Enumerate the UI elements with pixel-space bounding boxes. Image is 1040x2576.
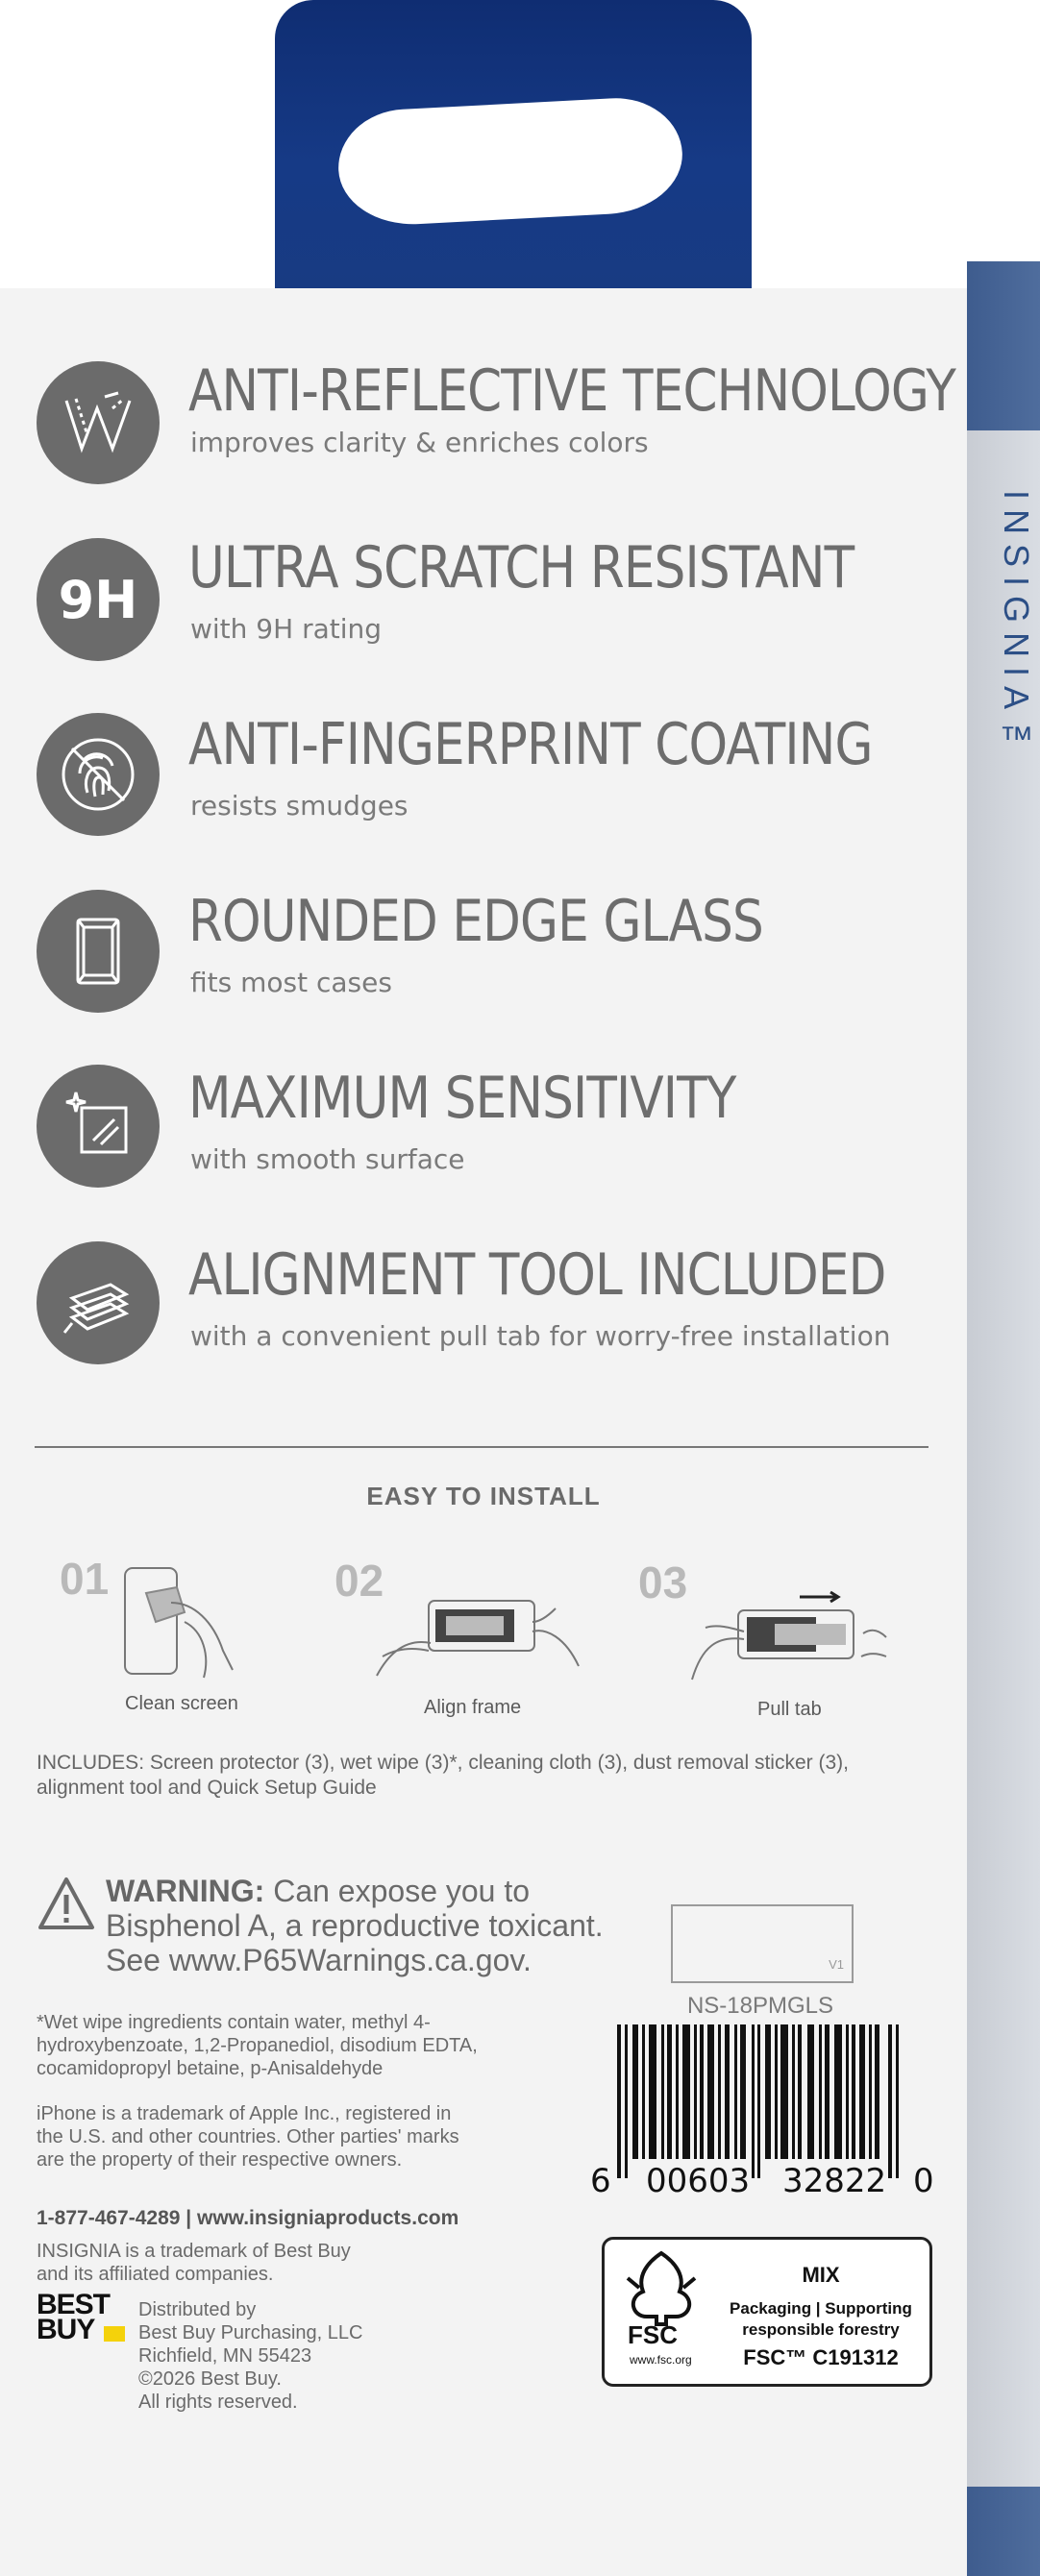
anti-reflective-icon bbox=[37, 361, 160, 484]
barcode-right-digit: 0 bbox=[913, 2162, 934, 2200]
barcode-digits-group1: 00603 bbox=[646, 2162, 751, 2200]
distributor-info bbox=[138, 2298, 362, 2414]
sensitivity-icon bbox=[37, 1065, 160, 1188]
fsc-website: www.fsc.org bbox=[630, 2353, 692, 2367]
distributor-line: All rights reserved. bbox=[138, 2392, 298, 2413]
step-label: Pull tab bbox=[757, 1699, 822, 1720]
best-buy-logo bbox=[37, 2289, 131, 2353]
warning-icon bbox=[37, 1876, 96, 1931]
step-label: Clean screen bbox=[125, 1693, 238, 1714]
clean-screen-illustration bbox=[117, 1564, 242, 1689]
feature-title: ALIGNMENT TOOL INCLUDED bbox=[188, 1241, 886, 1309]
feature-subtitle: with 9H rating bbox=[190, 613, 383, 645]
barcode-digits-group2: 32822 bbox=[782, 2162, 887, 2200]
fsc-label bbox=[602, 2237, 932, 2387]
wet-wipe-note: *Wet wipe ingredients contain water, methyl 4-hydroxybenzoate, 1,2-Propanediol, disodium EDTA, cocamidopropyl betaine, p-Anisaldehyde bbox=[37, 2012, 478, 2079]
trademark-apple: iPhone is a trademark of Apple Inc., registered in the U.S. and other countries. Other parties' marks are the property of their respective owners. bbox=[37, 2103, 459, 2171]
feature-title: ULTRA SCRATCH RESISTANT bbox=[188, 534, 854, 601]
distributor-line: Distributed by bbox=[138, 2299, 257, 2320]
step-label: Align frame bbox=[424, 1697, 522, 1718]
distributor-line: Richfield, MN 55423 bbox=[138, 2345, 312, 2367]
step-number: 02 bbox=[334, 1556, 384, 1606]
warning-body: Can expose you to Bisphenol A, a reproductive toxicant. See www.P65Warnings.ca.gov. bbox=[106, 1874, 604, 1977]
distributor-line: ©2026 Best Buy. bbox=[138, 2368, 282, 2390]
feature-subtitle: resists smudges bbox=[190, 790, 409, 822]
rounded-edge-icon bbox=[37, 890, 160, 1013]
fsc-line2: responsible forestry bbox=[742, 2320, 900, 2339]
contact-info: 1-877-467-4289 | www.insigniaproducts.com bbox=[37, 2207, 459, 2229]
feature-title: ROUNDED EDGE GLASS bbox=[188, 888, 763, 955]
model-number: NS-18PMGLS bbox=[686, 1993, 834, 2019]
feature-max-sensitivity bbox=[0, 1065, 961, 1218]
label-box bbox=[671, 1904, 854, 1983]
fsc-code: FSC™ C191312 bbox=[743, 2345, 899, 2369]
9h-icon-text: 9H bbox=[58, 569, 138, 630]
step-number: 01 bbox=[60, 1554, 110, 1604]
fsc-line1: Packaging | Supporting bbox=[730, 2299, 912, 2318]
includes-text: INCLUDES: Screen protector (3), wet wipe (3)*, cleaning cloth (3), dust removal sticker (3), alignment tool and Quick Setup Guide bbox=[37, 1752, 849, 1799]
divider bbox=[35, 1446, 929, 1448]
feature-anti-fingerprint bbox=[0, 711, 961, 865]
feature-title: ANTI-REFLECTIVE TECHNOLOGY bbox=[188, 357, 956, 425]
feature-rounded-edge bbox=[0, 888, 961, 1042]
label-version: V1 bbox=[829, 1957, 844, 1972]
best-buy-logo-line2: BUY bbox=[37, 2314, 95, 2345]
align-frame-illustration bbox=[373, 1589, 584, 1685]
barcode bbox=[615, 2024, 904, 2178]
feature-subtitle: with a convenient pull tab for worry-free installation bbox=[190, 1320, 891, 1352]
feature-title: MAXIMUM SENSITIVITY bbox=[188, 1065, 736, 1132]
feature-subtitle: fits most cases bbox=[190, 967, 392, 998]
feature-alignment-tool bbox=[0, 1241, 961, 1395]
install-title: EASY TO INSTALL bbox=[366, 1482, 601, 1510]
feature-subtitle: improves clarity & enriches colors bbox=[190, 427, 649, 458]
alignment-tool-icon bbox=[37, 1241, 160, 1364]
hang-hole bbox=[335, 95, 685, 229]
fingerprint-icon bbox=[37, 713, 160, 836]
step-number: 03 bbox=[638, 1558, 688, 1607]
warning-label: WARNING: bbox=[106, 1874, 265, 1908]
fsc-logo-text: FSC bbox=[628, 2320, 678, 2349]
fsc-tree-icon bbox=[618, 2249, 705, 2326]
feature-subtitle: with smooth surface bbox=[190, 1143, 465, 1175]
9h-icon bbox=[37, 538, 160, 661]
feature-scratch-resistant bbox=[0, 534, 961, 688]
side-accent-top bbox=[967, 261, 1040, 430]
side-accent-bottom bbox=[967, 2487, 1040, 2576]
fsc-mix: MIX bbox=[802, 2263, 840, 2287]
feature-title: ANTI-FINGERPRINT COATING bbox=[188, 711, 873, 778]
side-brand-name: INSIGNIA™ bbox=[997, 490, 1036, 769]
pull-tab-illustration bbox=[688, 1589, 890, 1689]
best-buy-logo-line1: BEST bbox=[37, 2289, 111, 2320]
barcode-left-digit: 6 bbox=[590, 2162, 611, 2200]
distributor-line: Best Buy Purchasing, LLC bbox=[138, 2322, 363, 2343]
warning-text bbox=[106, 1874, 644, 1977]
feature-anti-reflective bbox=[0, 357, 961, 511]
best-buy-tag-icon bbox=[104, 2326, 125, 2342]
trademark-insignia: INSIGNIA is a trademark of Best Buy and its affiliated companies. bbox=[37, 2241, 351, 2285]
